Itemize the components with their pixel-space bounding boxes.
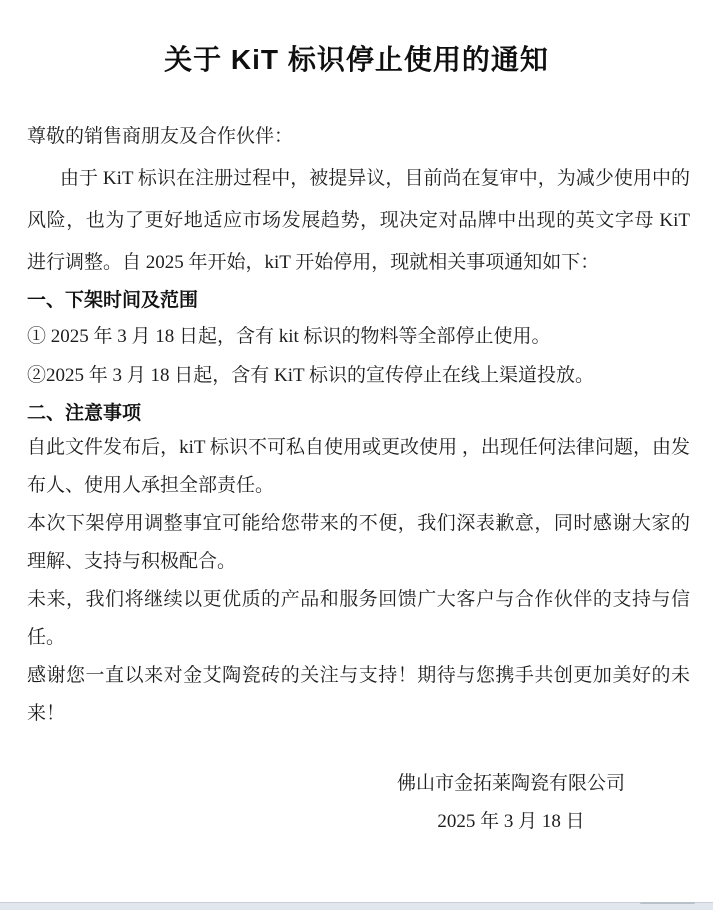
document-page — [0, 42, 713, 910]
intro-paragraph: 由于 KiT 标识在注册过程中，被提异议，目前尚在复审中，为减少使用中的风险，也为了更好地适应市场发展趋势，现决定对品牌中出现的英文字母 KiT 进行调整。自 2025 年开始，kiT 开始停用，现就相关事项通知如下： — [27, 168, 690, 273]
signature-company: 佛山市金拓莱陶瓷有限公司 — [396, 773, 625, 794]
horizontal-scrollbar[interactable] — [0, 902, 713, 910]
section-2-paragraph-2: 本次下架停用调整事宜可能给您带来的不便，我们深表歉意，同时感谢大家的理解、支持与积极配合。 — [27, 513, 690, 572]
section-2-heading: 二、注意事项 — [27, 403, 142, 424]
salutation-line: 尊敬的销售商朋友及合作伙伴： — [27, 126, 294, 147]
section-1-heading: 一、下架时间及范围 — [27, 290, 199, 311]
section-2-paragraph-3: 未来，我们将继续以更优质的产品和服务回馈广大客户与合作伙伴的支持与信任。 — [27, 589, 690, 648]
scrollbar-thumb[interactable] — [640, 902, 695, 904]
section-1-item-2: ②2025 年 3 月 18 日起，含有 KiT 标识的宣传停止在线上渠道投放。 — [27, 365, 595, 386]
section-2-paragraph-1: 自此文件发布后，kiT 标识不可私自使用或更改使用 ，出现任何法律问题，由发布人、使用人承担全部责任。 — [27, 437, 690, 496]
signature-date: 2025 年 3 月 18 日 — [437, 811, 585, 832]
section-1-item-1: ① 2025 年 3 月 18 日起，含有 kit 标识的物料等全部停止使用。 — [27, 326, 551, 347]
signature-block — [397, 771, 625, 835]
document-title: 关于 KiT 标识停止使用的通知 — [164, 44, 549, 75]
section-2-paragraph-4: 感谢您一直以来对金艾陶瓷砖的关注与支持！期待与您携手共创更加美好的未来！ — [27, 665, 690, 724]
